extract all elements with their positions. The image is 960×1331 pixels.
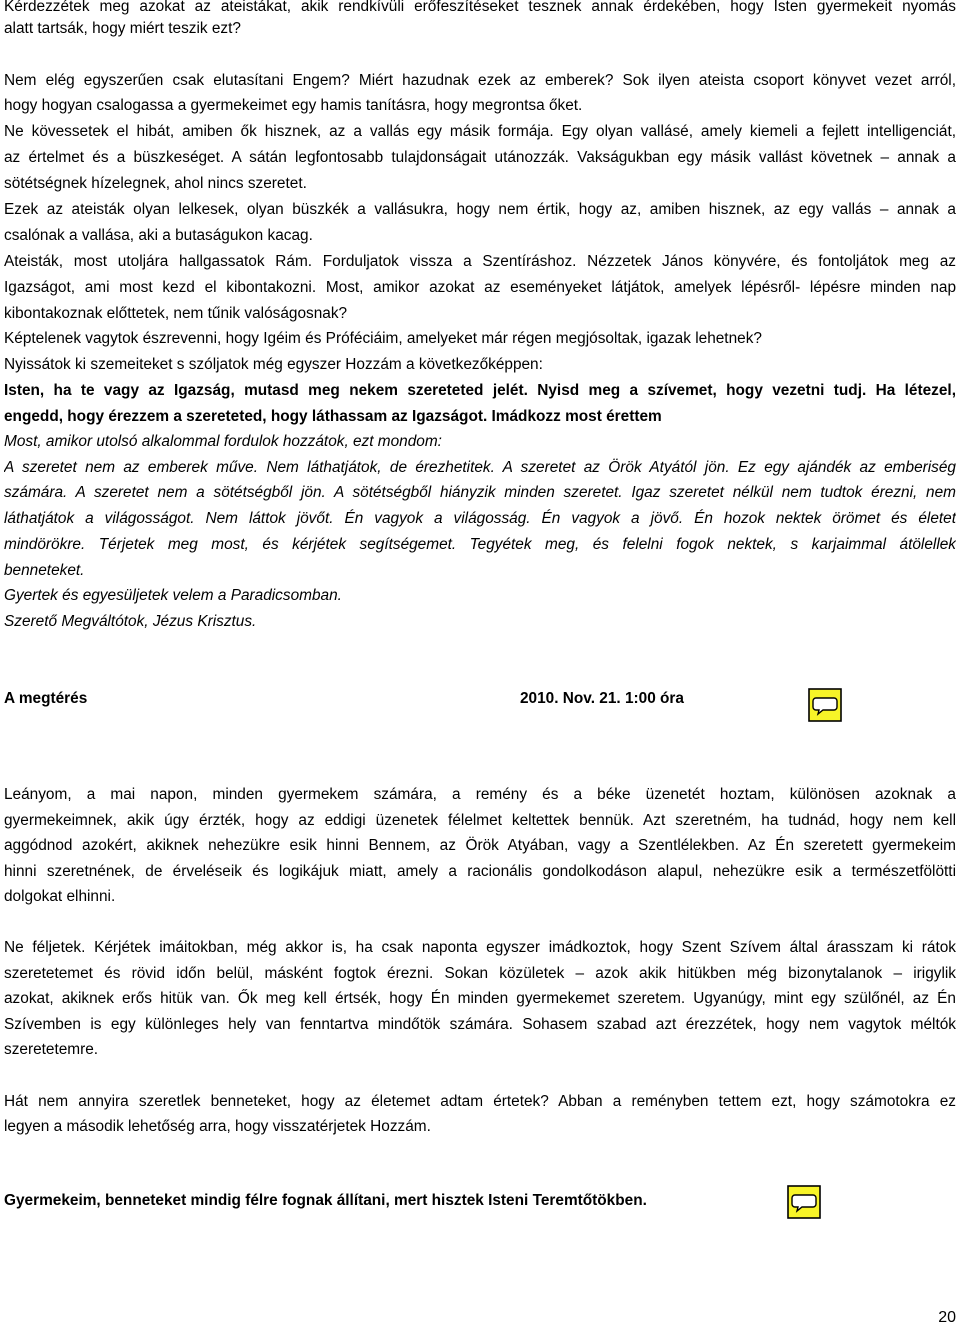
text-line: alatt tartsák, hogy miért teszik ezt? xyxy=(4,20,241,37)
text-line: szeretetemet és rövid időn belül, másként fogtok érezni. Sokan közületek – azok akik hitükben még bizonytalanok – irigylik xyxy=(4,965,956,982)
closing-line: Gyermekeim, benneteket mindig félre fognak állítani, mert hisztek Isteni Teremtőtökben. xyxy=(4,1192,647,1209)
page-number: 20 xyxy=(938,1309,956,1326)
prayer-line: Isten, ha te vagy az Igazság, mutasd meg nekem szereteted jelét. Nyisd meg a szívemet, hogy vezetni tudj. Ha létezel, xyxy=(4,382,956,399)
text-line: legyen a második lehetőség arra, hogy visszatérjetek Hozzám. xyxy=(4,1118,431,1135)
text-line: gyermekeimnek, akik úgy érzték, hogy az eddigi üzenetek félelmet keltettek bennük. Azt szeretném, ha tudnád, hogy nem kell xyxy=(4,812,956,829)
text-line: Leányom, a mai napon, minden gyermekem számára, a remény és a béke üzenetét hoztam, különösen azoknak a xyxy=(4,786,956,803)
text-line: aggódnod azokért, akiknek nehezükre esik hinni Bennem, az Örök Atyában, vagy a Szentlélekben. Az Én szeretett gyermekeim xyxy=(4,837,956,854)
text-line: dolgokat elhinni. xyxy=(4,888,116,905)
italic-line: Most, amikor utolsó alkalommal fordulok hozzátok, ezt mondom: xyxy=(4,433,442,450)
italic-line: számára. A szeretet nem a sötétségből jön. A sötétségből hiányzik minden szeretet. Igaz szeretet nélkül nem tudtok érezni, nem xyxy=(4,484,956,501)
italic-line: Szerető Megváltótok, Jézus Krisztus. xyxy=(4,613,257,630)
text-line: Igazságot, ami most kezd el kibontakozni. Most, amikor azokat az eseményeket látjátok, amelyek lépésről- lépésre minden nap xyxy=(4,279,956,296)
italic-line: benneteket. xyxy=(4,562,85,579)
text-line: hinni szeretnének, de érveléseik és logikájuk miatt, amely a racionális gondolkodáson alapul, nehezükre esik a természetfölötti xyxy=(4,863,956,880)
text-line: Ateisták, most utoljára hallgassatok Rám. Forduljatok vissza a Szentíráshoz. Nézzetek János könyvére, és fontoljátok meg az xyxy=(4,253,956,270)
text-line: Ne féljetek. Kérjétek imáitokban, még akkor is, ha csak naponta egyszer imádkoztok, hogy Szent Szívem által árasszam ki rátok xyxy=(4,939,956,956)
text-line: Ezek az ateisták olyan lelkesek, olyan büszkék a vallásukra, hogy nem értik, hogy az, amiben hisznek, az egy vallás – annak a xyxy=(4,201,956,218)
speech-bubble-icon xyxy=(787,1185,821,1219)
text-line: az értelmet és a büszkeséget. A sátán legfontosabb tulajdonságait utánozzák. Vakságukban egy másik vallást követnek – annak a xyxy=(4,149,956,166)
text-line: Hát nem annyira szeretlek benneteket, hogy az életemet adtam értetek? Abban a reményben tettem ezt, hogy számotokra ez xyxy=(4,1093,956,1110)
speech-bubble-icon xyxy=(808,688,842,722)
italic-line: A szeretet nem az emberek műve. Nem láthatjátok, de érezhetitek. A szeretet az Örök Atyától jön. Ez egy ajándék az emberiség xyxy=(4,459,956,476)
italic-line: Gyertek és egyesüljetek velem a Paradicsomban. xyxy=(4,587,342,604)
text-line: csalónak a vallása, aki a butaságukon kacag. xyxy=(4,227,313,244)
text-line: sötétségnek hízelegnek, ahol nincs szeretet. xyxy=(4,175,307,192)
text-line: Szívemben is egy különleges hely van fenntartva mindőtök számára. Sohasem szabad azt érezzétek, hogy nem vagytok méltók xyxy=(4,1016,956,1033)
text-line: Nem elég egyszerűen csak elutasítani Engem? Miért hazudnak ezek az emberek? Sok ilyen ateista csoport könyvet vezet arról, xyxy=(4,72,956,89)
italic-line: mindörökre. Térjetek meg most, és kérjétek segítségemet. Tegyétek meg, és felelni fogok nektek, s karjaimmal átölellek xyxy=(4,536,956,553)
text-line: Ne kövessetek el hibát, amiben ők hisznek, az a vallás egy másik formája. Egy olyan vallásé, amely kiemeli a fejlett intelligenciát, xyxy=(4,123,956,140)
text-line: azokat, akiknek erős hitük van. Ők meg kell értsék, hogy Én minden gyermekemet szeretem. Ugyanúgy, mint egy szülőnél, az Én xyxy=(4,990,956,1007)
text-line: Nyissátok ki szemeiteket s szóljatok még egyszer Hozzám a következőképpen: xyxy=(4,356,543,373)
text-line: szeretetemre. xyxy=(4,1041,99,1058)
text-line: hogy hogyan csalogassa a gyermekeimet egy hamis tanításra, hogy megrontsa őket. xyxy=(4,97,583,114)
message-title: A megtérés xyxy=(4,690,88,707)
message-date: 2010. Nov. 21. 1:00 óra xyxy=(520,690,684,707)
text-line: kibontakoznak előttetek, nem tűnik valóságosnak? xyxy=(4,305,348,322)
italic-line: láthatjátok a világosságot. Nem láttok jövőt. Én vagyok a világosság. Én vagyok a jövő. Én hozok nektek örömet és életet xyxy=(4,510,956,527)
text-line: Képtelenek vagytok észrevenni, hogy Igéim és Próféciáim, amelyeket már régen megjósoltak, igazak lehetnek? xyxy=(4,330,762,347)
prayer-line: engedd, hogy érezzem a szereteted, hogy láthassam az Igazságot. Imádkozz most érettem xyxy=(4,408,662,425)
text-line: Kérdezzétek meg azokat az ateistákat, akik rendkívüli erőfeszítéseket tesznek annak érdekében, hogy Isten gyermekeit nyomás xyxy=(4,0,956,15)
